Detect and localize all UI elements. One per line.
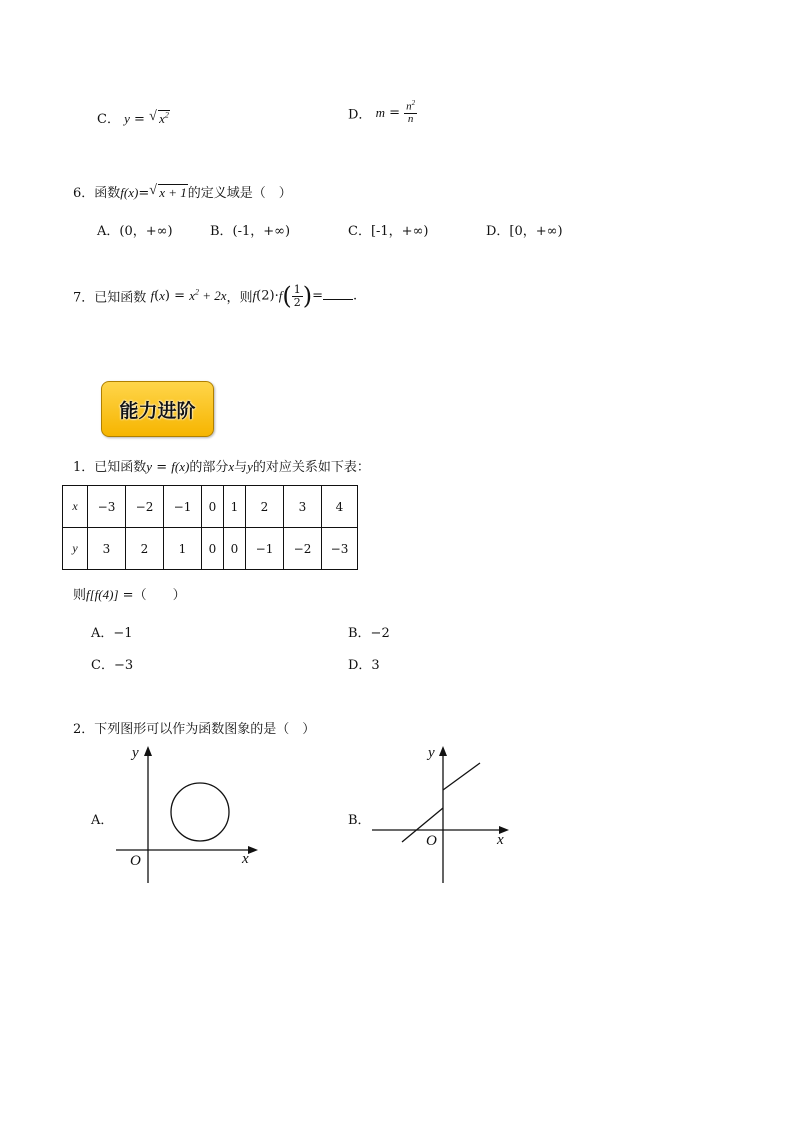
equals-sign: =: [138, 186, 150, 201]
radicand: x: [159, 111, 165, 126]
math-var: x: [189, 288, 195, 304]
math-var: y: [247, 459, 253, 474]
question-text: 下列图形可以作为函数图象的是（ ）: [94, 722, 316, 737]
sqrt-expression: √ $x^2$: [149, 108, 169, 126]
numerator: 1: [293, 282, 301, 296]
table-cell: 4: [322, 486, 358, 528]
question-text: 已知函数: [94, 460, 147, 475]
function-expression: f[f(4)]: [86, 587, 119, 602]
graph-b-origin-label: O: [426, 833, 437, 849]
table-cell: 0: [202, 486, 224, 528]
graph-b-upper-segment: [443, 763, 480, 790]
question-text: 则: [73, 588, 87, 603]
paren: (: [154, 288, 160, 304]
question-text: 则: [239, 290, 253, 306]
denominator: 2: [293, 295, 301, 309]
question-number: 2．: [73, 722, 95, 737]
function-name: f: [150, 288, 155, 303]
math-var: x: [159, 288, 165, 303]
dot-operator: ·: [274, 288, 279, 304]
expression-rest: + 2x: [202, 288, 227, 304]
table-cell: 3: [88, 528, 126, 570]
question-number: 7．: [73, 290, 95, 306]
graph-b-label: B．: [348, 813, 371, 828]
y-arrow-icon: [439, 746, 447, 756]
function-name: f: [252, 288, 257, 303]
table-cell: −3: [88, 486, 126, 528]
question-number: 1．: [73, 460, 95, 475]
answer-paren: （ ）: [133, 588, 186, 603]
graph-a-label: A．: [91, 813, 114, 828]
function-name: f: [278, 288, 283, 303]
q1-option-d: D．3: [348, 658, 380, 673]
equals-sign: =: [122, 588, 134, 603]
table-cell: 1: [164, 528, 202, 570]
q6-option-b: B．(-1，+∞): [210, 224, 291, 239]
table-cell: 0: [224, 528, 246, 570]
exponent: 2: [411, 99, 416, 107]
q1-option-b: B．−2: [348, 626, 390, 641]
math-var: y: [146, 459, 153, 474]
table-cell: y: [63, 528, 88, 570]
question-text: 函数: [94, 186, 121, 201]
numerator: n: [406, 100, 412, 113]
q1-option-a: A．−1: [91, 626, 133, 641]
graph-a-x-label: x: [242, 851, 249, 867]
q6-option-c: C．[-1，+∞): [348, 224, 429, 239]
equals-sign: =: [312, 288, 324, 304]
exponent: 2: [194, 287, 199, 297]
option-label: D．: [348, 107, 372, 123]
sqrt-expression: √ x + 1: [149, 183, 187, 200]
math-var: m: [375, 104, 385, 120]
section-title: 能力进阶: [119, 399, 196, 422]
table-cell: 2: [246, 486, 284, 528]
question-7: 7．已知函数 $f(x) = x^2 + 2x$，则f(2)·f( $\frac{1}{2}$ )= .: [73, 282, 358, 310]
denominator: n: [407, 113, 414, 126]
table-cell: −2: [284, 528, 322, 570]
q6-option-d: D．[0，+∞): [486, 224, 563, 239]
q1-option-c: C．−3: [91, 658, 134, 673]
table-cell: −3: [322, 528, 358, 570]
table-cell: 3: [284, 486, 322, 528]
graph-a-origin-label: O: [130, 853, 141, 869]
equals-sign: =: [156, 460, 168, 475]
function-expression: f(x): [171, 459, 190, 474]
paren: ): [164, 288, 170, 304]
equals-sign: =: [134, 112, 145, 127]
math-var: x: [228, 459, 235, 474]
question-number: 6．: [73, 186, 95, 201]
radicand: x + 1: [159, 185, 187, 200]
question-text: 的定义域是（ ）: [187, 186, 292, 201]
comma: ，: [226, 290, 240, 306]
option-label: C．: [97, 112, 120, 127]
table-cell: x: [63, 486, 88, 528]
table-cell: 0: [202, 528, 224, 570]
question-text: 的对应关系如下表：: [252, 460, 370, 475]
argument: (2): [256, 288, 275, 304]
question-text: 的部分: [189, 460, 229, 475]
table-cell: 2: [126, 528, 164, 570]
question-text: 已知函数: [94, 290, 147, 306]
graph-a-y-label: y: [132, 745, 139, 761]
math-var: y: [124, 111, 130, 126]
graph-b-x-label: x: [497, 832, 504, 848]
exponent: 2: [164, 110, 169, 120]
equals-sign: =: [174, 288, 186, 304]
question-text: 与: [234, 460, 248, 475]
graph-b-y-label: y: [428, 745, 435, 761]
table-cell: 1: [224, 486, 246, 528]
table-cell: −2: [126, 486, 164, 528]
q6-option-a: A．(0，+∞): [97, 224, 173, 239]
table-cell: −1: [164, 486, 202, 528]
function-name: f(x): [120, 185, 139, 200]
table-cell: −1: [246, 528, 284, 570]
equals-sign: =: [389, 105, 401, 121]
